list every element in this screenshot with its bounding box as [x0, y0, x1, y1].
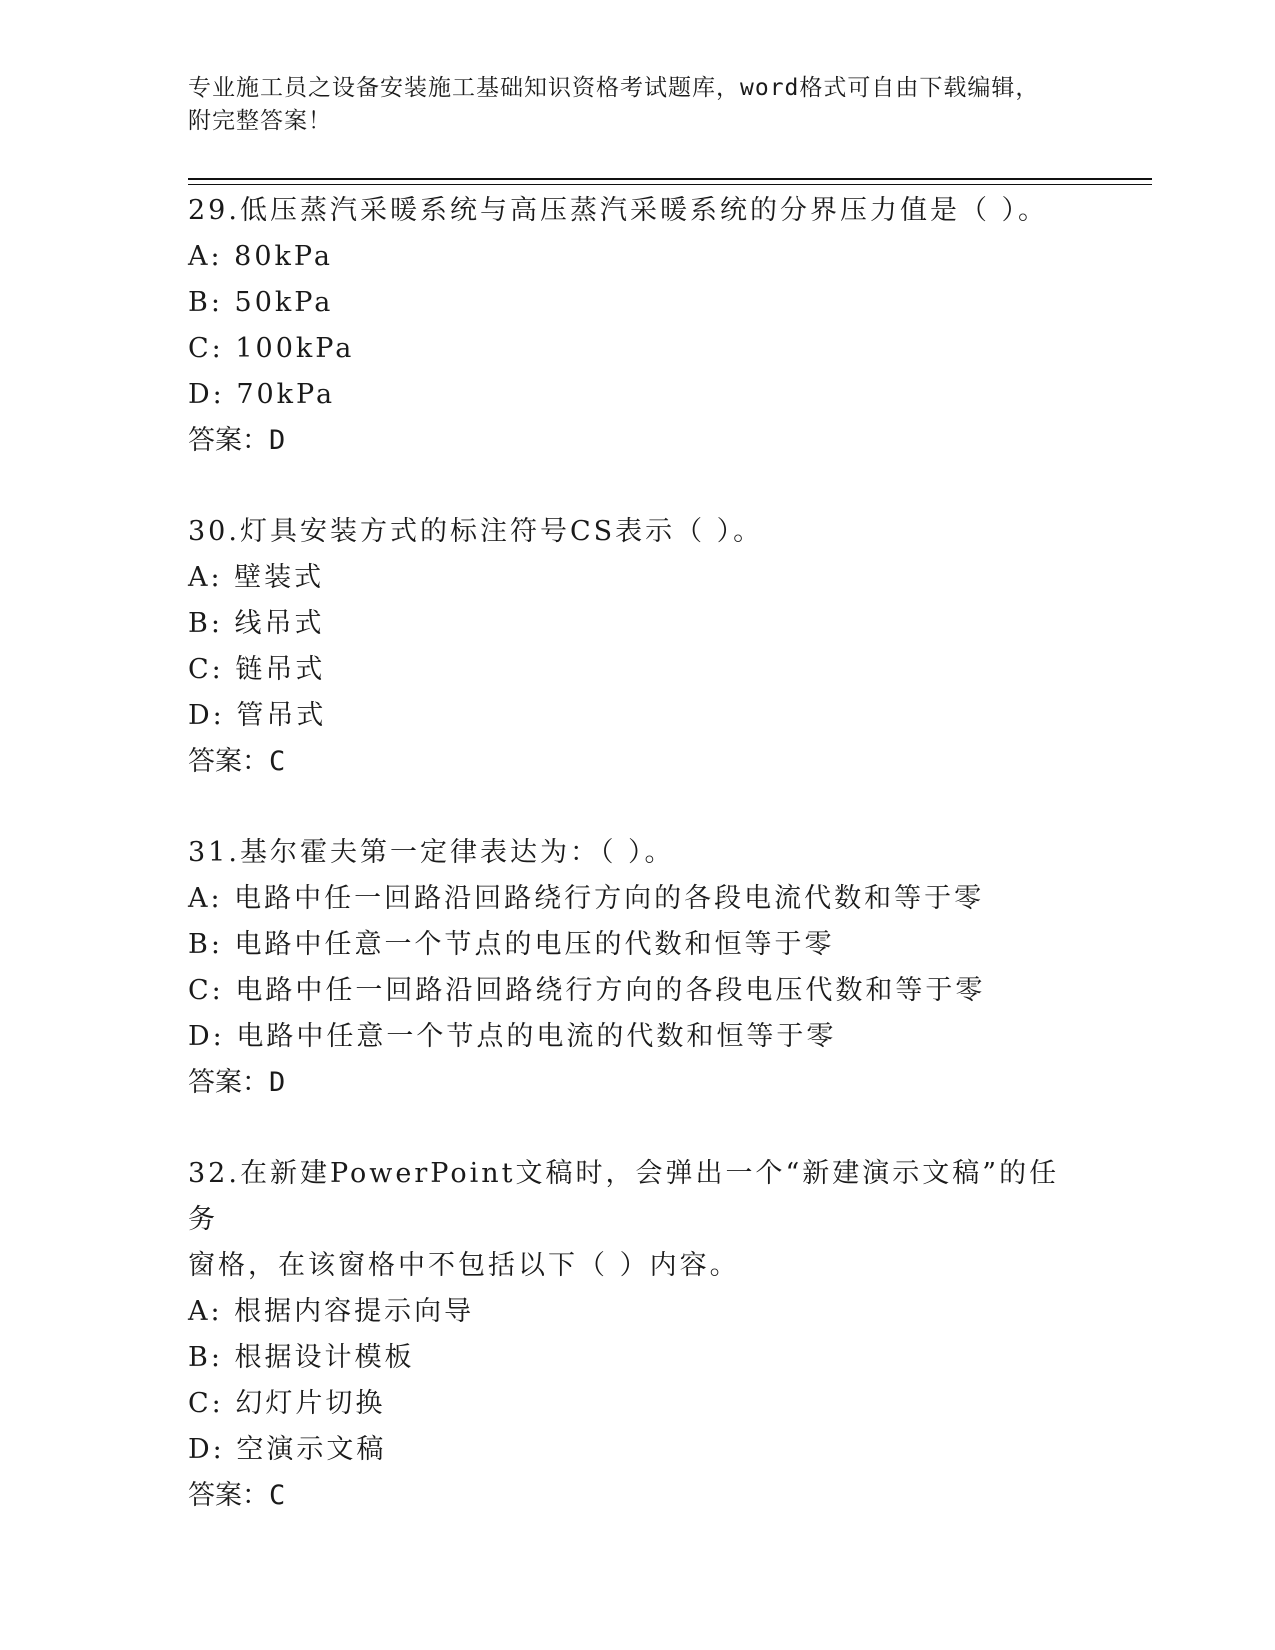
question-30	[188, 509, 1088, 785]
header-line-1: 专业施工员之设备安装施工基础知识资格考试题库，word格式可自由下载编辑，	[188, 75, 1040, 101]
answer: 答案：D	[188, 425, 286, 456]
option-c: C: 电路中任一回路沿回路绕行方向的各段电压代数和等于零	[188, 975, 986, 1006]
option-d: D: 电路中任意一个节点的电流的代数和恒等于零	[188, 1021, 837, 1052]
question-stem-line-2: 窗格，在该窗格中不包括以下（ ）内容。	[188, 1250, 740, 1281]
option-a: A: 根据内容提示向导	[188, 1296, 475, 1327]
question-list	[188, 188, 1088, 1564]
option-b: B: 根据设计模板	[188, 1342, 415, 1373]
option-b: B: 电路中任意一个节点的电压的代数和恒等于零	[188, 929, 835, 960]
option-c: C: 链吊式	[188, 654, 326, 685]
option-b: B: 线吊式	[188, 608, 325, 639]
header-divider-thick	[188, 178, 1152, 180]
answer: 答案：C	[188, 1480, 286, 1511]
answer: 答案：C	[188, 746, 286, 777]
option-c: C: 100kPa	[188, 333, 355, 364]
header-line-2: 附完整答案！	[188, 108, 332, 134]
option-a: A: 电路中任一回路沿回路绕行方向的各段电流代数和等于零	[188, 883, 985, 914]
question-stem-line-1: 32.在新建PowerPoint文稿时，会弹出一个“新建演示文稿”的任务	[188, 1158, 1060, 1235]
option-d: D: 管吊式	[188, 700, 327, 731]
option-a: A: 80kPa	[188, 241, 333, 272]
option-d: D: 空演示文稿	[188, 1434, 387, 1465]
option-a: A: 壁装式	[188, 562, 325, 593]
question-stem: 30.灯具安装方式的标注符号CS表示（ ）。	[188, 516, 764, 547]
question-31	[188, 830, 1088, 1106]
answer: 答案：D	[188, 1067, 286, 1098]
question-stem: 31.基尔霍夫第一定律表达为：（ ）。	[188, 837, 675, 868]
header-divider-thin	[188, 184, 1152, 185]
question-32	[188, 1151, 1088, 1519]
question-29	[188, 188, 1088, 464]
question-stem: 29.低压蒸汽采暖系统与高压蒸汽采暖系统的分界压力值是（ ）。	[188, 195, 1049, 226]
option-d: D: 70kPa	[188, 379, 336, 410]
option-b: B: 50kPa	[188, 287, 334, 318]
option-c: C: 幻灯片切换	[188, 1388, 386, 1419]
document-header	[188, 72, 1108, 138]
